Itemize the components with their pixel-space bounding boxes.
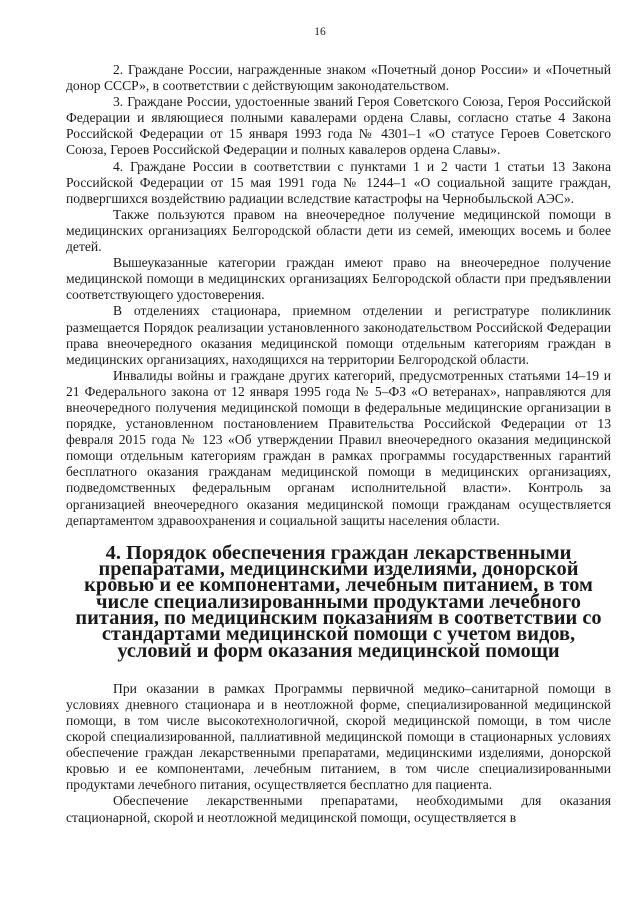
section-heading: 4. Порядок обеспечения граждан лекарственными препаратами, медицинскими изделиями, донорской кровью и ее компонентами, лечебным питанием, в том числе специализированными продуктами лечебного питания, по медицинским показаниям в соответствии со стандартами медицинской помощи с учетом видов, условий и форм оказания медицинской помощи bbox=[75, 541, 602, 662]
paragraph-honorary-donors: 2. Граждане России, награжденные знаком «Почетный донор России» и «Почетный донор СССР», в соответствии с действующим законодательством. bbox=[66, 62, 611, 94]
paragraph-medicines-supply: Обеспечение лекарственными препаратами, необходимыми для оказания стационарной, скорой и неотложной медицинской помощи, осуществляется в bbox=[66, 793, 611, 825]
paragraph-certificate: Вышеуказанные категории граждан имеют право на внеочередное получение медицинской помощи в медицинских организациях Белгородской области при предъявлении соответствующего удостоверения. bbox=[66, 255, 611, 303]
paragraph-large-families: Также пользуются правом на внеочередное получение медицинской помощи в медицинских организациях Белгородской области дети из семей, имеющих восемь и более детей. bbox=[66, 206, 611, 255]
page-number: 16 bbox=[314, 26, 326, 38]
paragraph-chernobyl: 4. Граждане России в соответствии с пунктами 1 и 2 части 1 статьи 13 Закона Российской Федерации от 15 мая 1991 года № 1244–1 «О социальной защите граждан, подвергшихся воздействию радиации вследствие катастрофы на Чернобыльской АЭС». bbox=[66, 158, 611, 206]
document-body bbox=[66, 62, 611, 826]
paragraph-free-provision: При оказании в рамках Программы первичной медико–санитарной помощи в условиях дневного стационара и в неотложной форме, специализированной медицинской помощи, в том числе высокотехнологичной, скорой медицинской помощи, в том числе скорой специализированной, паллиативной медицинской помощи в стационарных условиях обеспечение граждан лекарственными препаратами, медицинскими изделиями, донорской кровью и ее компонентами, лечебным питанием, в том числе специализированными продуктами лечебного питания, осуществляется бесплатно для пациента. bbox=[66, 680, 611, 793]
paragraph-veterans: Инвалиды войны и граждане других категорий, предусмотренных статьями 14–19 и 21 Федерального закона от 12 января 1995 года № 5–ФЗ «О ветеранах», направляются для внеочередного получения медицинской помощи в федеральные медицинские организации в порядке, установленном постановлением Правительства Российской Федерации от 13 февраля 2015 года № 123 «Об утверждении Правил внеочередного оказания медицинской помощи отдельным категориям граждан в рамках программы государственных гарантий бесплатного оказания гражданам медицинской помощи в медицинских организациях, подведомственных федеральным органам исполнительной власти». Контроль за организацией внеочередного оказания медицинской помощи гражданам осуществляется департаментом здравоохранения и социальной защиты населения области. bbox=[66, 367, 611, 528]
paragraph-procedure-placement: В отделениях стационара, приемном отделении и регистратуре поликлиник размещается Порядок реализации установленного законодательством Российской Федерации права внеочередного оказания медицинской помощи отдельным категориям граждан в медицинских организациях, находящихся на территории Белгородской области. bbox=[66, 303, 611, 367]
paragraph-heroes: 3. Граждане России, удостоенные званий Героя Советского Союза, Героя Российской Федерации и являющиеся полными кавалерами ордена Славы, согласно статье 4 Закона Российской Федерации от 15 января 1993 года № 4301–1 «О статусе Героев Советского Союза, Героев Российской Федерации и полных кавалеров ордена Славы». bbox=[66, 94, 611, 158]
